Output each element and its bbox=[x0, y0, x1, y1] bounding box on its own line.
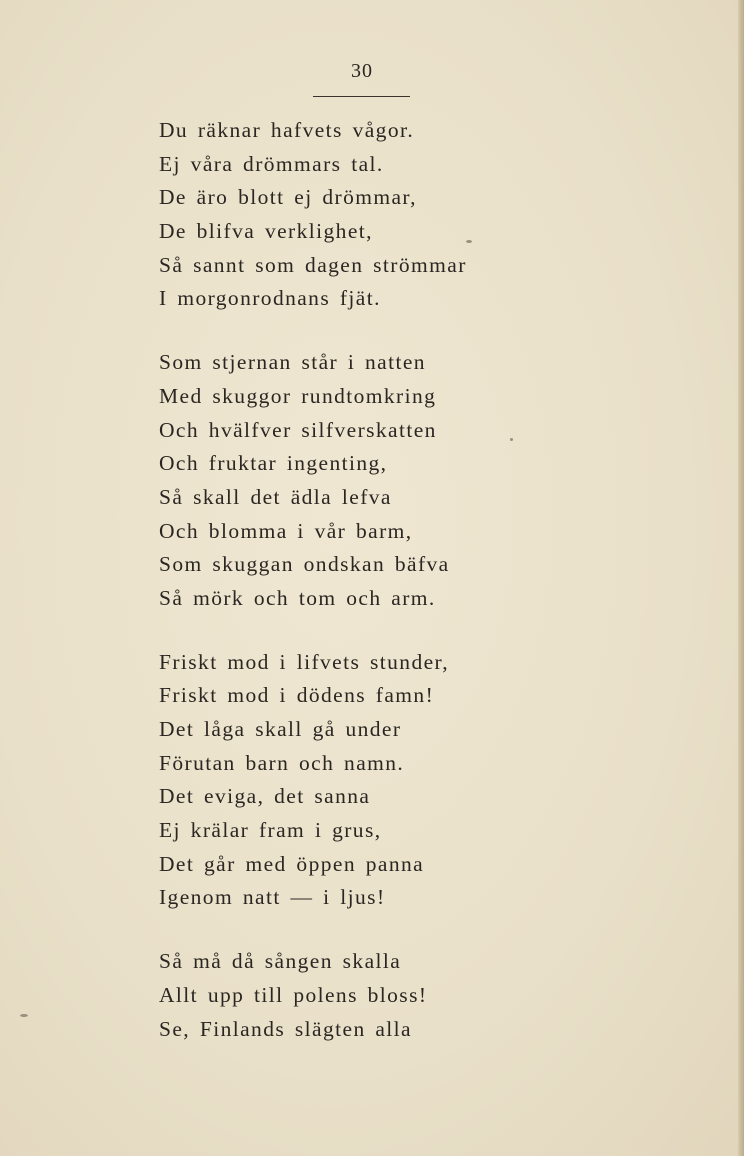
header-rule bbox=[313, 96, 410, 97]
stanza-3 bbox=[159, 646, 679, 916]
poem-line: Det eviga, det sanna bbox=[159, 784, 371, 809]
poem-line: De blifva verklighet, bbox=[159, 219, 373, 244]
poem-line: I morgonrodnans fjät. bbox=[159, 286, 381, 311]
poem-line: Friskt mod i dödens famn! bbox=[159, 683, 435, 708]
stanza-4 bbox=[159, 945, 679, 1046]
poem-line: Förutan barn och namn. bbox=[159, 750, 405, 775]
poem-line: Det låga skall gå under bbox=[159, 717, 402, 741]
poem-line: Som stjernan står i natten bbox=[159, 350, 426, 375]
poem-line: Och blomma i vår barm, bbox=[159, 518, 413, 543]
poem-line: Som skuggan ondskan bäfva bbox=[159, 552, 450, 577]
poem bbox=[159, 114, 679, 1076]
poem-line: Ej krälar fram i grus, bbox=[159, 818, 382, 843]
poem-line: Det går med öppen panna bbox=[159, 851, 425, 876]
poem-line: Så mörk och tom och arm. bbox=[159, 585, 436, 610]
paper-speck bbox=[466, 240, 472, 243]
poem-line: Och hvälfver silfverskatten bbox=[159, 417, 437, 442]
poem-line: Och fruktar ingenting, bbox=[159, 451, 388, 476]
poem-line: Igenom natt — i ljus! bbox=[159, 885, 386, 910]
poem-line: Allt upp till polens bloss! bbox=[159, 982, 428, 1007]
poem-line: Så sannt som dagen strömmar bbox=[159, 252, 467, 277]
poem-line: Med skuggor rundtomkring bbox=[159, 383, 437, 408]
poem-line: Så skall det ädla lefva bbox=[159, 484, 392, 509]
paper-speck bbox=[510, 438, 513, 441]
page-number: 30 bbox=[351, 60, 373, 82]
stanza-1 bbox=[159, 114, 679, 316]
poem-line: Så må då sången skalla bbox=[159, 949, 402, 974]
paper-speck bbox=[20, 1014, 28, 1017]
poem-line: De äro blott ej drömmar, bbox=[159, 185, 417, 210]
poem-line: Friskt mod i lifvets stunder, bbox=[159, 649, 450, 674]
poem-line: Ej våra drömmars tal. bbox=[159, 151, 384, 176]
page-edge bbox=[738, 0, 744, 1156]
stanza-2 bbox=[159, 346, 679, 616]
poem-line: Se, Finlands slägten alla bbox=[159, 1016, 412, 1041]
poem-line: Du räknar hafvets vågor. bbox=[159, 118, 415, 142]
